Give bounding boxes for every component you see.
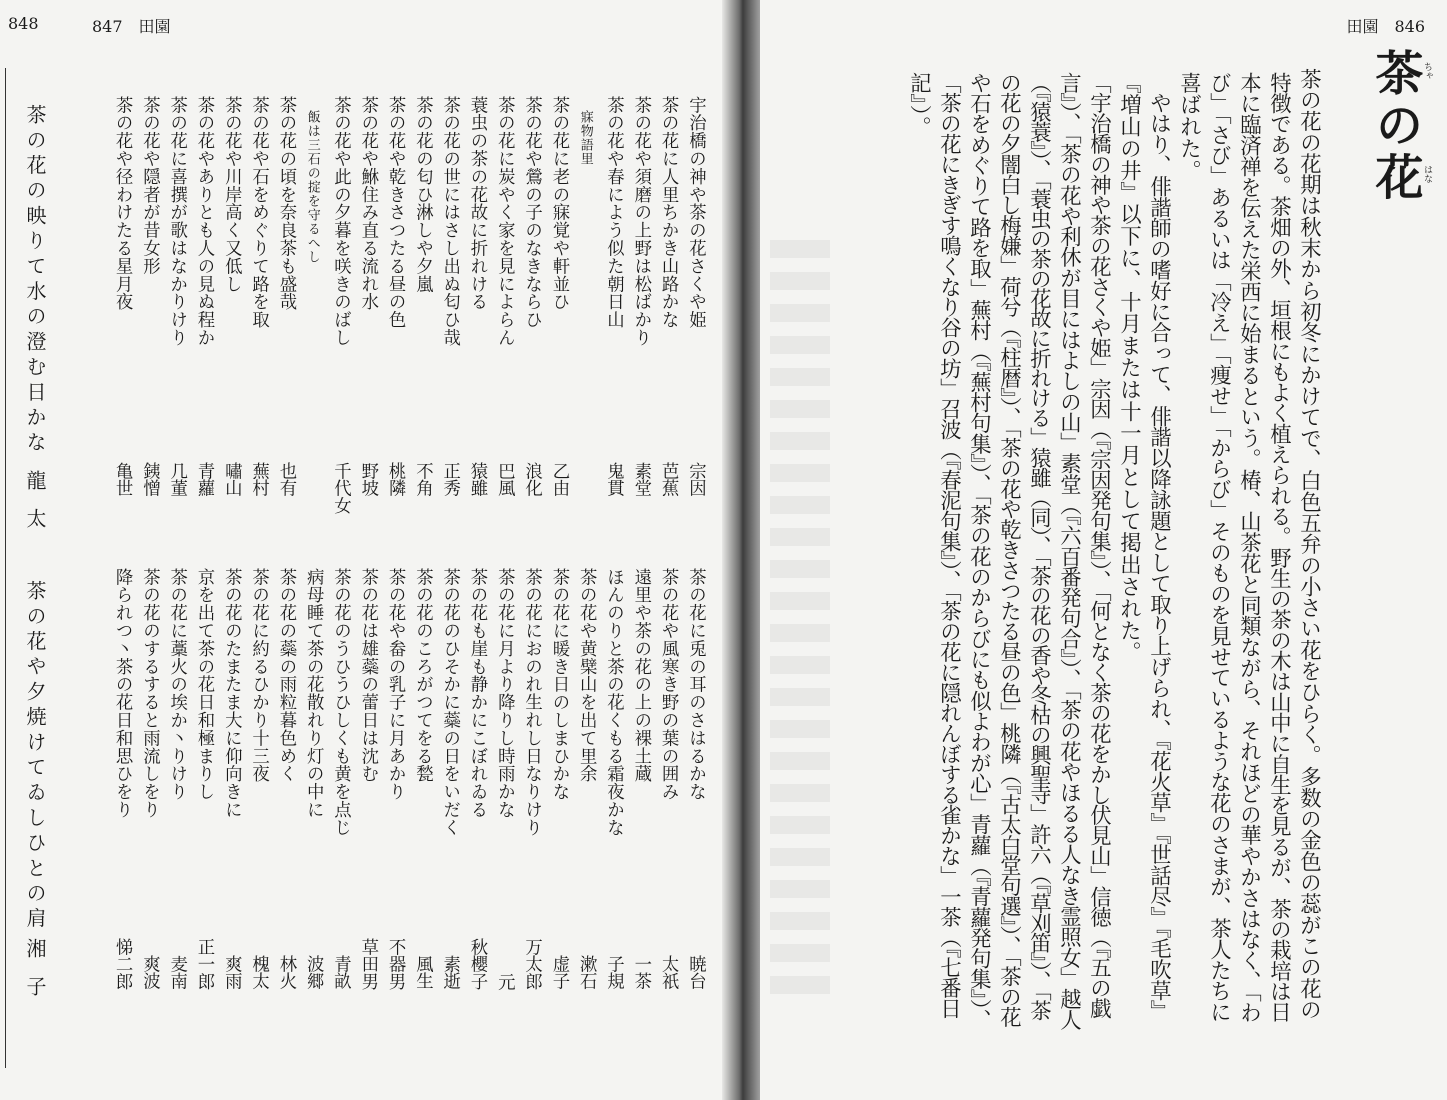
haiku-author: 素堂: [630, 462, 651, 497]
haiku-text: 茶の花の世にはさし出ぬ匂ひ哉: [439, 96, 460, 347]
haiku-author: 子規: [603, 955, 624, 990]
essay-column: 記』）。: [906, 72, 932, 139]
haiku-author: 爽雨: [221, 955, 242, 990]
haiku-author: 猿雖: [467, 462, 487, 497]
haiku-author: 蕪村: [248, 462, 269, 497]
haiku-text: 茶の花や須磨の上野は松ばかり: [630, 96, 651, 347]
haiku-author: 嘯山: [221, 462, 242, 497]
haiku-text: 茶の花に人里ちかき山路かな: [658, 96, 679, 329]
haiku-text: 茶の花に老の寐覚や軒並ひ: [548, 96, 569, 311]
haiku-text: 茶の花の頃を奈良茶も盛哉: [275, 96, 296, 311]
haiku-text: 茶の花やありとも人の見ぬ程か: [194, 96, 214, 347]
right-running-header: 田園 846: [1346, 17, 1425, 36]
title-ruby-cha: ちゃ: [1422, 62, 1432, 80]
haiku-author: 青畝: [330, 955, 351, 990]
haiku-author: 草田男: [357, 937, 378, 990]
essay-column: 言』）、「茶の花や利休が目にはよしの山」素堂（『六百番発句合』）、「茶の花やほるる人なき霊照女」越人: [1056, 72, 1082, 1030]
haiku-author: 亀世: [112, 462, 133, 497]
haiku-text: 宇治橋の神や茶の花さくや姫: [685, 96, 706, 329]
haiku-text: 茶の花に兎の耳のさはるかな: [685, 568, 706, 801]
entry-title: 茶の花: [1367, 48, 1423, 204]
haiku-author: 芭蕉: [658, 462, 679, 497]
haiku-text: 茶の花や乾きさつたる昼の色: [385, 96, 406, 329]
haiku-text: 病母睡て茶の花散れり灯の中に: [303, 568, 324, 819]
haiku-text: 茶の花に藁火の埃か丶りけり: [166, 568, 187, 801]
haiku-author: 素逝: [439, 955, 460, 990]
haiku-author: 漱石: [576, 955, 597, 990]
essay-column: び」「さび」あるいは「冷え」「痩せ」「からび」そのものを見せているような花のさまが、茶人たちに: [1206, 72, 1232, 1023]
haiku-author: 麦南: [166, 955, 187, 990]
haiku-author: 不角: [412, 462, 433, 497]
haiku-text: 茶の花のうひうひしくも黄を点じ: [330, 568, 351, 837]
haiku-text: 茶の花や石をめぐりて路を取: [248, 96, 269, 329]
haiku-author: 鬼貫: [603, 462, 624, 497]
essay-column: 「茶の花にきぎす鳴くなり谷の坊」召波（『春泥句集』）、「茶の花に隠れんぼする雀かな」一茶（『七番日: [936, 72, 962, 1019]
haiku-text: 茶の花や此の夕暮を咲きのばし: [330, 96, 351, 347]
haiku-text: 茶の花の蘂の雨粒暮色めく: [275, 568, 296, 783]
haiku-author: 桃隣: [385, 462, 406, 497]
margin-haiku-1: 茶の花の映りて水の澄む日かな: [23, 104, 47, 457]
haiku-text: 茶の花や畚の乳子に月あかり: [385, 568, 406, 801]
haiku-author: 虚子: [548, 955, 569, 990]
essay-column: 喜ばれた。: [1176, 72, 1202, 182]
haiku-text: 茶の花や鶯の子のなきならひ: [521, 96, 542, 329]
margin-rule: [5, 68, 6, 1068]
preface-note: 飯は三石の掟を守るへし: [304, 110, 320, 264]
haiku-text: 茶の花に炭やく家を見によらん: [494, 96, 515, 347]
title-ruby-hana: はな: [1422, 165, 1432, 183]
essay-column: や石をめぐりて路を取」蕪村（『蕪村句集』）、「茶の花のからびにも似よわが心」青蘿（『青蘿発句集』）、: [966, 72, 992, 1030]
haiku-author: 正一郎: [194, 937, 214, 990]
margin-haiku-1-author: 龍太: [23, 470, 47, 546]
haiku-text: 茶の花のころがつてをる甃: [412, 568, 433, 783]
haiku-text: 茶の花のたまたま大に仰向きに: [221, 568, 242, 819]
essay-column: 特徴である。茶畑の外、垣根にもよく植えられる。野生の茶の木は山中に自生を見るが、茶の栽培は日: [1266, 72, 1292, 1022]
haiku-text: 京を出て茶の花日和極まりし: [194, 568, 214, 801]
essay-column: （『猿蓑』）、「蓑虫の茶の花故に折れける」猿雖（同）、「茶の花の香や冬枯の興聖寺」許六（『草刈笛』）、「茶: [1026, 72, 1052, 1020]
haiku-author: 波郷: [303, 955, 324, 990]
haiku-author: 巴風: [494, 462, 515, 497]
haiku-text: 降られつ丶茶の花日和思ひをり: [112, 568, 133, 819]
book-gutter: [722, 0, 760, 1100]
haiku-author: 悌二郎: [112, 937, 133, 990]
haiku-text: 茶の花に月より降りし時雨かな: [494, 568, 515, 819]
haiku-author: 野坡: [357, 462, 378, 497]
haiku-author: 万太郎: [521, 937, 542, 990]
haiku-text: 茶の花に暖き日のしまひかな: [548, 568, 569, 801]
haiku-text: 茶の花や風寒き野の葉の囲み: [658, 568, 679, 801]
essay-column: やはり、俳諧師の嗜好に合って、俳諧以降詠題として取り上げられ、『花火草』『世話尽』『毛吹草』: [1146, 92, 1172, 1022]
haiku-text: ほんのりと茶の花くもる霜夜かな: [603, 568, 624, 837]
haiku-author: 太祇: [658, 955, 679, 990]
haiku-text: 茶の花の匂ひ淋しや夕嵐: [412, 96, 433, 293]
essay-column: 『増山の井』以下に、十月または十一月として掲出された。: [1116, 72, 1142, 664]
margin-haiku-2: 茶の花や夕焼けてゐしひとの肩: [23, 580, 47, 933]
haiku-author: 正秀: [439, 462, 460, 497]
haiku-author: 元: [494, 972, 515, 990]
bleed-through: [770, 240, 830, 1000]
left-running-header: 847 田園: [92, 17, 171, 36]
right-page: [760, 0, 1447, 1100]
preface-note: 寐物語里: [577, 110, 593, 166]
haiku-author: 也有: [275, 462, 296, 497]
haiku-author: 暁台: [685, 955, 706, 990]
haiku-text: 茶の花や鮴住み直る流れ水: [357, 96, 378, 311]
haiku-author: 不器男: [385, 937, 406, 990]
haiku-author: 千代女: [330, 462, 351, 515]
essay-column: の花の夕闇白し梅嫌」荷兮（『柱暦』）、「茶の花や乾きさつたる昼の色」桃隣（『古太白堂句選』）、「茶の花: [996, 72, 1022, 1027]
left-page-number: 848: [8, 14, 39, 33]
haiku-author: 爽波: [139, 955, 160, 990]
haiku-text: 茶の花のするすると雨流しをり: [139, 568, 160, 819]
haiku-text: 蓑虫の茶の花故に折れける: [467, 96, 487, 311]
haiku-author: 一茶: [630, 955, 651, 990]
haiku-text: 茶の花や径わけたる星月夜: [112, 96, 133, 311]
haiku-text: 遠里や茶の花の上の裸土蔵: [630, 568, 651, 783]
haiku-author: 青蘿: [194, 462, 214, 497]
haiku-text: 茶の花や隠者が昔女形: [139, 96, 160, 275]
haiku-text: 茶の花に約るひかり十三夜: [248, 568, 269, 783]
haiku-author: 風生: [412, 955, 433, 990]
haiku-author: 槐太: [248, 955, 269, 990]
haiku-text: 茶の花や川岸高く又低し: [221, 96, 242, 293]
margin-haiku-2-author: 湘子: [23, 938, 47, 1014]
haiku-author: 乙由: [548, 462, 569, 497]
haiku-author: 浪化: [521, 462, 542, 497]
haiku-text: 茶の花も崖も静かにこぼれゐる: [467, 568, 487, 819]
haiku-text: 茶の花は雄蘂の蕾日は沈む: [357, 568, 378, 783]
essay-column: 茶の花の花期は秋末から初冬にかけてで、白色五弁の小さい花をひらく。多数の金色の蕊がこの花の: [1296, 68, 1322, 1020]
haiku-text: 茶の花におのれ生れし日なりけり: [521, 568, 542, 837]
haiku-text: 茶の花のひそかに蘂の日をいだく: [439, 568, 460, 837]
haiku-author: 秋櫻子: [467, 937, 487, 990]
haiku-author: 宗因: [685, 462, 706, 497]
essay-column: 本に臨済禅を伝えた栄西に始まるという。椿、山茶花と同類ながら、それほどの華やかさはなく、「わ: [1236, 72, 1262, 1023]
haiku-text: 茶の花に喜撰が歌はなかりけり: [166, 96, 187, 347]
left-page: [0, 0, 722, 1100]
haiku-text: 茶の花や黄檗山を出て里余: [576, 568, 597, 783]
haiku-text: 茶の花や春によう似た朝日山: [603, 96, 624, 329]
haiku-author: 銕憎: [139, 462, 160, 497]
haiku-author: 林火: [275, 955, 296, 990]
haiku-author: 几董: [166, 462, 187, 497]
essay-column: 「宇治橋の神や茶の花さくや姫」宗因（『宗因発句集』）、「何となく茶の花をかし伏見山」信徳（『五の戯: [1086, 72, 1112, 1019]
